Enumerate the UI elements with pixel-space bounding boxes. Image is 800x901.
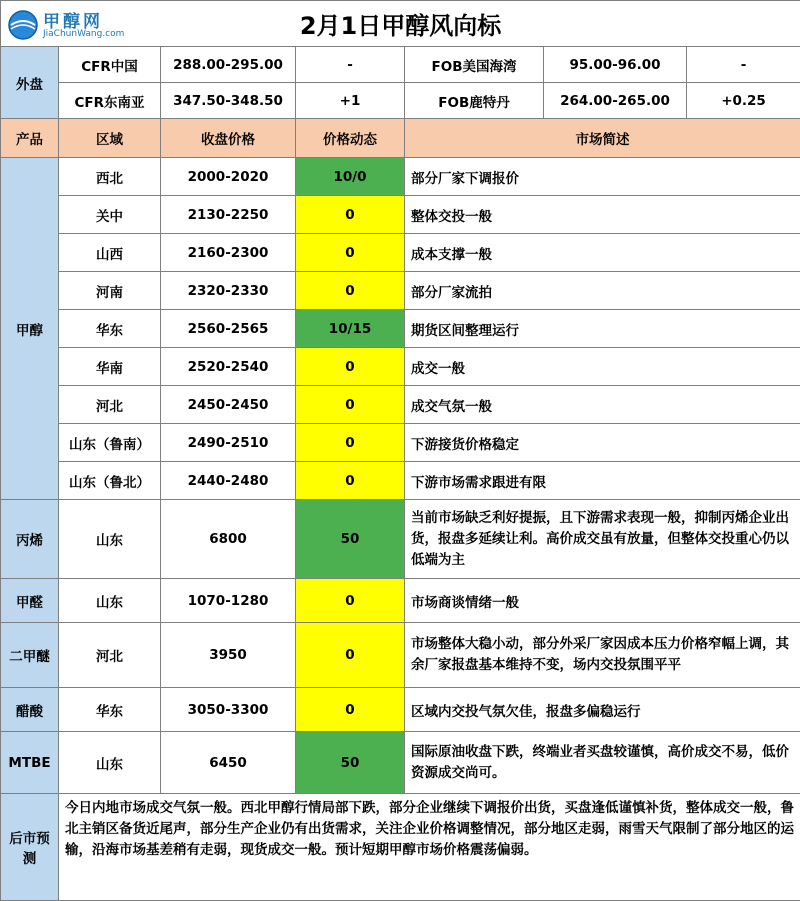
table-row [1,196,800,234]
overseas-price: 95.00-96.00 [544,47,687,83]
product-mtbe: MTBE [1,732,59,794]
dynamic-cell: 0 [296,348,405,386]
forecast-row [1,794,800,901]
col-header-price: 收盘价格 [161,119,296,158]
dynamic-cell: 0 [296,688,405,732]
region-cell: 华东 [59,310,161,348]
product-acetic-acid: 醋酸 [1,688,59,732]
price-cell: 2160-2300 [161,234,296,272]
dynamic-cell: 0 [296,196,405,234]
table-row [1,500,800,579]
summary-cell: 市场整体大稳小动，部分外采厂家因成本压力价格窄幅上调，其余厂家报盘基本维持不变，场内交投氛围平平 [405,623,800,688]
region-cell: 山东 [59,500,161,579]
table-row [1,688,800,732]
table-row [1,732,800,794]
overseas-price: 288.00-295.00 [161,47,296,83]
table-row [1,579,800,623]
overseas-name: FOB美国海湾 [405,47,544,83]
dynamic-cell: 10/15 [296,310,405,348]
product-dme: 二甲醚 [1,623,59,688]
column-header-row [1,119,800,158]
price-cell: 3950 [161,623,296,688]
price-cell: 1070-1280 [161,579,296,623]
price-cell: 6800 [161,500,296,579]
summary-cell: 市场商谈情绪一般 [405,579,800,623]
dynamic-cell: 0 [296,424,405,462]
overseas-name: CFR中国 [59,47,161,83]
overseas-row [1,47,800,83]
region-cell: 关中 [59,196,161,234]
region-cell: 河南 [59,272,161,310]
product-formaldehyde: 甲醛 [1,579,59,623]
region-cell: 山东（鲁南） [59,424,161,462]
product-propylene: 丙烯 [1,500,59,579]
overseas-name: CFR东南亚 [59,83,161,119]
price-cell: 2450-2450 [161,386,296,424]
table-row [1,386,800,424]
title-row [1,1,800,47]
summary-cell: 下游接货价格稳定 [405,424,800,462]
dynamic-cell: 0 [296,234,405,272]
col-header-product: 产品 [1,119,59,158]
forecast-text: 今日内地市场成交气氛一般。西北甲醇行情局部下跌，部分企业继续下调报价出货，买盘逢低谨慎补货，整体成交一般，鲁北主销区备货近尾声，部分生产企业仍有出货需求，关注企业价格调整情况，部分地区走弱，雨雪天气限制了部分地区的运输，沿海市场基差稍有走弱，现货成交一般。预计短期甲醇市场价格震荡偏弱。 [59,794,800,901]
price-cell: 6450 [161,732,296,794]
dynamic-cell: 50 [296,500,405,579]
region-cell: 华南 [59,348,161,386]
logo [7,5,117,45]
summary-cell: 下游市场需求跟进有限 [405,462,800,500]
summary-cell: 区域内交投气氛欠佳，报盘多偏稳运行 [405,688,800,732]
summary-cell: 国际原油收盘下跌，终端业者买盘较谨慎，高价成交不易，低价资源成交尚可。 [405,732,800,794]
summary-cell: 部分厂家流拍 [405,272,800,310]
overseas-change: - [687,47,800,83]
price-cell: 2560-2565 [161,310,296,348]
table-row [1,158,800,196]
region-cell: 山东 [59,579,161,623]
col-header-region: 区域 [59,119,161,158]
dynamic-cell: 50 [296,732,405,794]
price-cell: 2440-2480 [161,462,296,500]
price-cell: 2520-2540 [161,348,296,386]
overseas-name: FOB鹿特丹 [405,83,544,119]
summary-cell: 部分厂家下调报价 [405,158,800,196]
summary-cell: 成本支撑一般 [405,234,800,272]
table-row [1,272,800,310]
region-cell: 河北 [59,386,161,424]
forecast-label: 后市预测 [1,794,59,901]
table-row [1,462,800,500]
table-row [1,424,800,462]
region-cell: 西北 [59,158,161,196]
product-methanol: 甲醇 [1,158,59,500]
col-header-summary: 市场简述 [405,119,800,158]
table-row [1,348,800,386]
overseas-change: +1 [296,83,405,119]
region-cell: 山西 [59,234,161,272]
price-cell: 2000-2020 [161,158,296,196]
overseas-label: 外盘 [1,47,59,119]
col-header-dynamic: 价格动态 [296,119,405,158]
table-row [1,310,800,348]
dynamic-cell: 0 [296,272,405,310]
overseas-price: 347.50-348.50 [161,83,296,119]
price-cell: 2320-2330 [161,272,296,310]
dynamic-cell: 0 [296,386,405,424]
globe-icon [7,9,39,41]
title-cell [1,1,800,47]
overseas-change: - [296,47,405,83]
region-cell: 华东 [59,688,161,732]
summary-cell: 成交气氛一般 [405,386,800,424]
region-cell: 河北 [59,623,161,688]
region-cell: 山东 [59,732,161,794]
dynamic-cell: 10/0 [296,158,405,196]
logo-url: JiaChunWang.com [43,29,124,39]
dynamic-cell: 0 [296,579,405,623]
dynamic-cell: 0 [296,623,405,688]
table-row [1,234,800,272]
logo-text: 甲醇网 [43,7,103,32]
summary-cell: 成交一般 [405,348,800,386]
summary-cell: 整体交投一般 [405,196,800,234]
region-cell: 山东（鲁北） [59,462,161,500]
table-row [1,623,800,688]
page-title: 2月1日甲醇风向标 [300,12,501,40]
summary-cell: 期货区间整理运行 [405,310,800,348]
dynamic-cell: 0 [296,462,405,500]
price-cell: 3050-3300 [161,688,296,732]
overseas-change: +0.25 [687,83,800,119]
summary-cell: 当前市场缺乏利好提振，且下游需求表现一般，抑制丙烯企业出货，报盘多延续让利。高价成交虽有放量，但整体交投重心仍以低端为主 [405,500,800,579]
price-cell: 2490-2510 [161,424,296,462]
price-cell: 2130-2250 [161,196,296,234]
overseas-row [1,83,800,119]
overseas-price: 264.00-265.00 [544,83,687,119]
